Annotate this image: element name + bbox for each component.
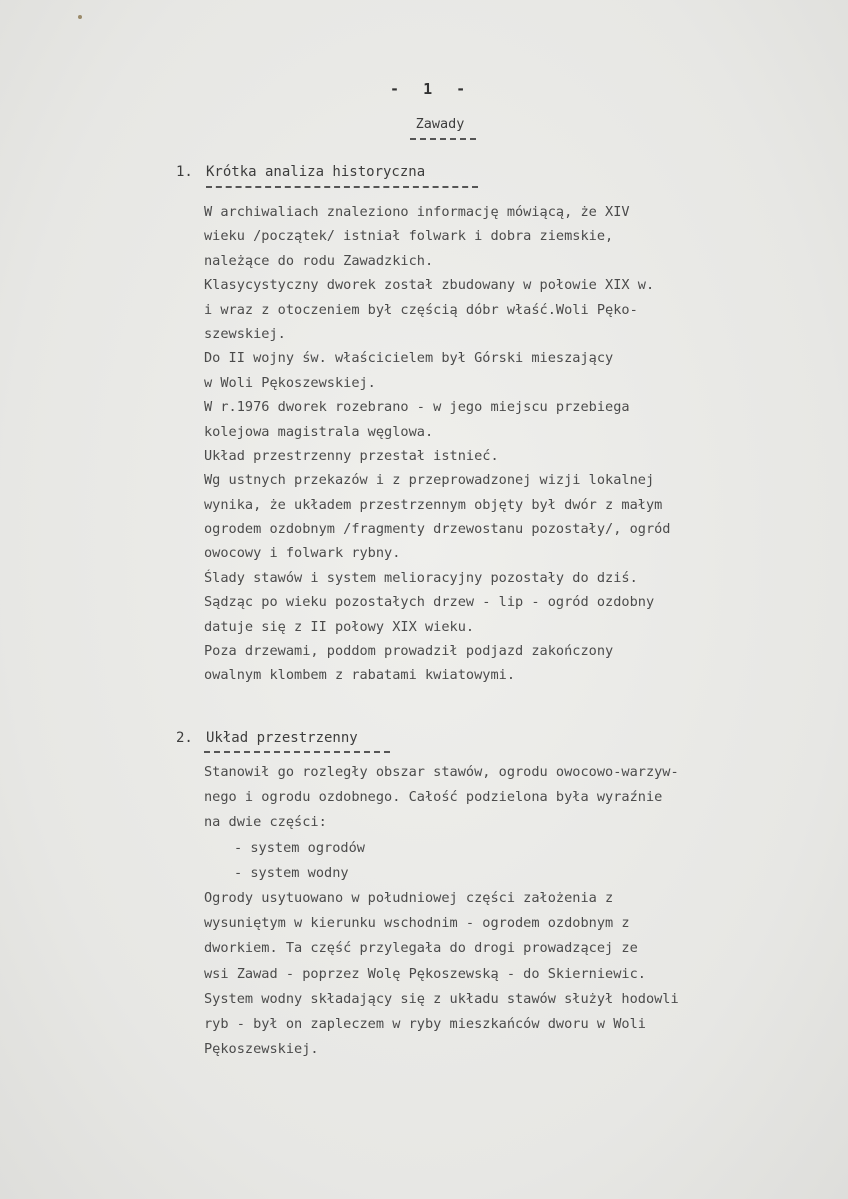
page-number: - 1 - (390, 80, 468, 98)
text-line: Klasycystyczny dworek został zbudowany w połowie XIX w. (204, 277, 655, 294)
list-item: - system wodny (234, 864, 349, 881)
section-2-number: 2. (176, 730, 193, 746)
text-line: Sądząc po wieku pozostałych drzew - lip - ogród ozdobny (204, 594, 655, 611)
text-line: wieku /początek/ istniał folwark i dobra ziemskie, (204, 228, 614, 245)
text-line: ogrodem ozdobnym /fragmenty drzewostanu pozostały/, ogród (204, 521, 671, 538)
text-line: kolejowa magistrala węglowa. (204, 423, 434, 440)
text-line: i wraz z otoczeniem był częścią dóbr właść.Woli Pęko- (204, 301, 638, 318)
text-line: na dwie części: (204, 814, 327, 831)
text-line: w Woli Pękoszewskiej. (204, 374, 376, 391)
section-1-underline (206, 186, 478, 188)
text-line: Do II wojny św. właścicielem był Górski mieszający (204, 350, 614, 367)
text-line: Wg ustnych przekazów i z przeprowadzonej wizji lokalnej (204, 472, 655, 489)
section-2-title: Układ przestrzenny (206, 730, 358, 746)
text-line: ryb - był on zapleczem w ryby mieszkańców dworu w Woli (204, 1015, 646, 1032)
text-line: Poza drzewami, poddom prowadził podjazd zakończony (204, 643, 614, 660)
section-2-heading (176, 730, 358, 746)
text-line: System wodny składający się z układu stawów służył hodowli (204, 990, 679, 1007)
text-line: W r.1976 dworek rozebrano - w jego miejscu przebiega (204, 399, 630, 416)
text-line: datuje się z II połowy XIX wieku. (204, 618, 475, 635)
ink-dot (78, 15, 82, 19)
text-line: wysuniętym w kierunku wschodnim - ogrodem ozdobnym z (204, 915, 630, 932)
section-2-body (204, 760, 824, 1062)
text-line: Stanowił go rozległy obszar stawów, ogrodu owocowo-warzyw- (204, 764, 679, 780)
text-line: szewskiej. (204, 325, 286, 342)
text-line: W archiwaliach znaleziono informację mówiącą, że XIV (204, 204, 630, 220)
text-line: Ogrody usytuowano w południowej części założenia z (204, 889, 614, 906)
section-2-underline (204, 751, 390, 753)
text-line: Ślady stawów i system melioracyjny pozostały do dziś. (204, 569, 638, 586)
text-line: owalnym klombem z rabatami kwiatowymi. (204, 667, 515, 684)
text-line: dworkiem. Ta część przylegała do drogi prowadzącej ze (204, 940, 638, 957)
text-line: Układ przestrzenny przestał istnieć. (204, 447, 499, 464)
section-1-number: 1. (176, 164, 193, 180)
list-item: - system ogrodów (234, 839, 365, 856)
document-title: Zawady (415, 116, 465, 132)
text-line: Pękoszewskiej. (204, 1041, 319, 1058)
text-line: nego i ogrodu ozdobnego. Całość podzielona była wyraźnie (204, 789, 663, 806)
section-1-heading (176, 164, 425, 180)
text-line: owocowy i folwark rybny. (204, 545, 401, 562)
text-line: należące do rodu Zawadzkich. (204, 252, 434, 269)
text-line: wsi Zawad - poprzez Wolę Pękoszewską - do Skierniewic. (204, 965, 646, 982)
section-1-title: Krótka analiza historyczna (206, 164, 426, 180)
title-underline (410, 138, 476, 140)
text-line: wynika, że układem przestrzennym objęty był dwór z małym (204, 496, 663, 513)
section-1-body (204, 200, 824, 688)
